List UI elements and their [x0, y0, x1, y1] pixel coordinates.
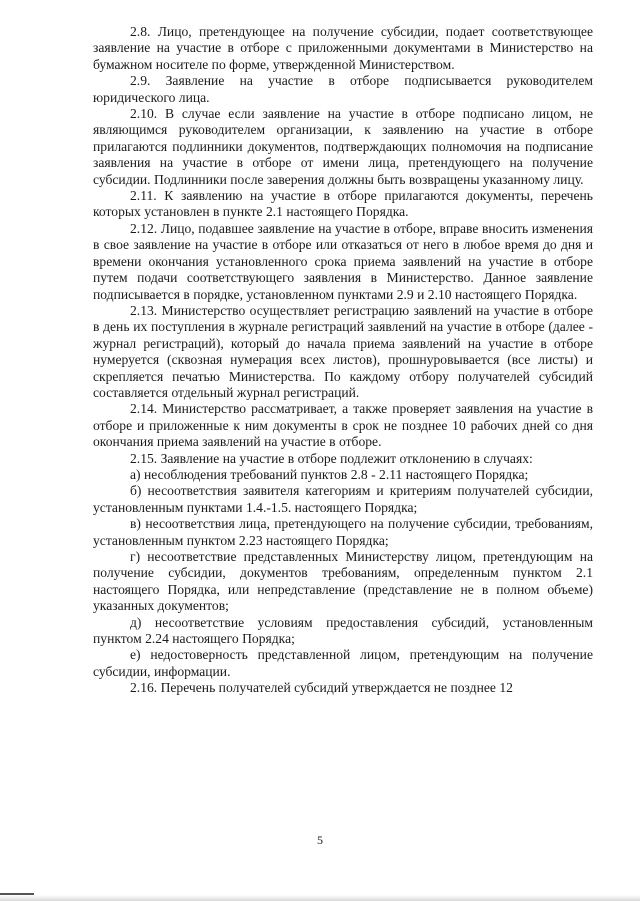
paragraph-2-11: 2.11. К заявлению на участие в отборе прилагаются документы, перечень которых установлен в пункте 2.1 настоящего Порядка. — [93, 188, 593, 220]
paragraph-2-10: 2.10. В случае если заявление на участие в отборе подписано лицом, не являющимся руководителем организации, к заявлению на участие в отборе прилагаются подлинники документов, подтверждающих полномочия на подписание заявления на участие в отборе от имени лица, претендующего на получение субсидии. Подлинники после заверения должны быть возвращены указанному лицу. — [93, 106, 593, 187]
paragraph-2-13: 2.13. Министерство осуществляет регистрацию заявлений на участие в отборе в день их поступления в журнале регистраций заявлений на участие в отборе (далее - журнал регистраций), который до начала приема заявлений на участие в отборе нумеруется (сквозная нумерация всех листов), прошнуровывается (все листы) и скрепляется печатью Министерства. По каждому отбору получателей субсидий составляется отдельный журнал регистраций. — [93, 302, 593, 400]
list-item-d: д) несоответствие условиям предоставления субсидий, установленным пунктом 2.24 настоящего Порядка; — [93, 614, 593, 647]
list-item-b: б) несоответствия заявителя категориям и критериям получателей субсидии, установленным пунктами 1.4.-1.5. настоящего Порядка; — [93, 483, 593, 515]
document-body — [93, 24, 593, 697]
list-item-e: е) недостоверность представленной лицом, претендующим на получение субсидии, информации. — [93, 647, 593, 679]
list-item-a: а) несоблюдения требований пунктов 2.8 - 2.11 настоящего Порядка; — [130, 466, 529, 482]
paragraph-2-14: 2.14. Министерство рассматривает, а также проверяет заявления на участие в отборе и приложенные к ним документы в срок не позднее 10 рабочих дней со дня окончания приема заявлений на участие в отборе. — [93, 401, 593, 450]
paragraph-2-12: 2.12. Лицо, подавшее заявление на участие в отборе, вправе вносить изменения в свое заявление на участие в отборе или отказаться от него в любое время до дня и времени окончания установленного срока приема заявлений на участие в отборе путем подачи соответствующего заявления в Министерство. Данное заявление подписывается в порядке, установленном пунктами 2.9 и 2.10 настоящего Порядка. — [93, 220, 593, 302]
scan-bottom-edge — [0, 895, 640, 901]
page-number: 5 — [317, 833, 323, 847]
list-item-v: в) несоответствия лица, претендующего на получение субсидии, требованиям, установленным пунктом 2.23 настоящего Порядка; — [93, 516, 593, 548]
paragraph-2-9: 2.9. Заявление на участие в отборе подписывается руководителем юридического лица. — [93, 73, 593, 105]
paragraph-2-15: 2.15. Заявление на участие в отборе подлежит отклонению в случаях: — [130, 450, 533, 466]
paragraph-2-16: 2.16. Перечень получателей субсидий утверждается не позднее 12 — [130, 680, 513, 696]
paragraph-2-8: 2.8. Лицо, претендующее на получение субсидии, подает соответствующее заявление на участие в отборе с приложенными документами в Министерство на бумажном носителе по форме, утвержденной Министерством. — [93, 24, 593, 72]
list-item-g: г) несоответствие представленных Министерству лицом, претендующим на получение субсидии, документов требованиям, определенным пунктом 2.1 настоящего Порядка, или непредставление (представление не в полном объеме) указанных документов; — [93, 549, 593, 614]
